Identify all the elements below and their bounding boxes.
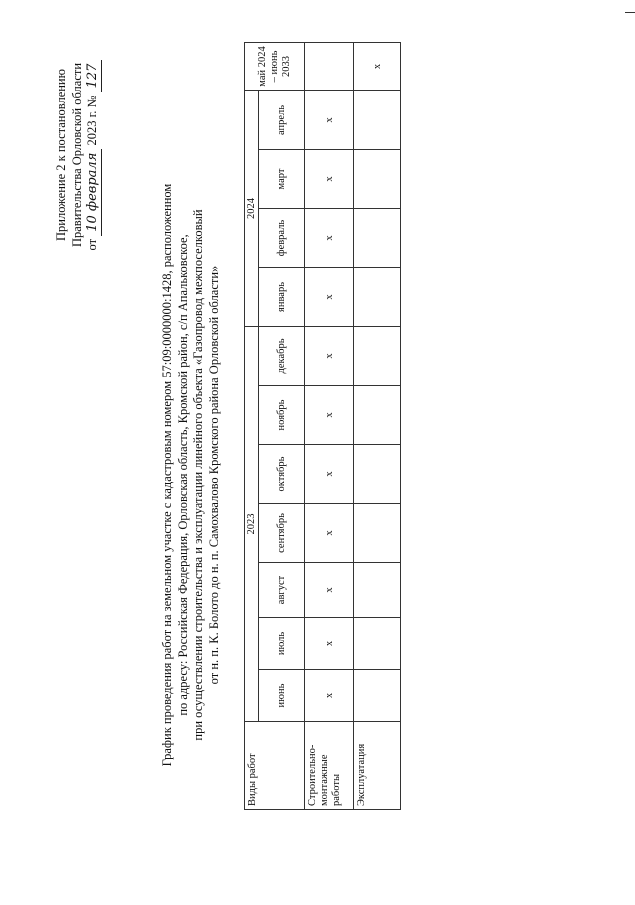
schedule-cell [354, 150, 401, 209]
schedule-cell [354, 563, 401, 618]
month-header: декабрь [259, 327, 305, 386]
schedule-cell [354, 618, 401, 670]
schedule-cell: x [305, 445, 354, 504]
schedule-cell: x [354, 43, 401, 91]
header-line-2: Правительства Орловской области [69, 62, 84, 248]
title-line-2: по адресу: Российская Федерация, Орловская область, Кромской район, с/п Апальковское, [175, 234, 190, 716]
month-header: апрель [259, 91, 305, 150]
appendix-header [54, 45, 102, 265]
year-2024-header: 2024 [245, 91, 259, 327]
title-line-3: при осуществлении строительства и эксплуатации линейного объекта «Газопровод межпоселковый [191, 209, 205, 741]
schedule-cell: x [305, 209, 354, 268]
last-period-header: май 2024 – июнь 2033 [245, 43, 305, 91]
schedule-cell [354, 504, 401, 563]
schedule-cell: x [305, 504, 354, 563]
title-line-1: График проведения работ на земельном участке с кадастровым номером 57:09:0000000:1428, расположенном [160, 183, 174, 767]
schedule-cell: x [305, 327, 354, 386]
schedule-cell: x [305, 386, 354, 445]
schedule-cell: x [305, 563, 354, 618]
month-header: ноябрь [259, 386, 305, 445]
schedule-cell [354, 91, 401, 150]
header-line-1: Приложение 2 к постановлению [54, 69, 68, 241]
month-header: февраль [259, 209, 305, 268]
schedule-cell: x [305, 618, 354, 670]
schedule-cell [354, 209, 401, 268]
handwritten-number: 127 [85, 60, 102, 93]
month-header: июнь [259, 670, 305, 722]
schedule-cell: x [305, 150, 354, 209]
row-label: Строительно-монтажные работы [305, 722, 354, 810]
month-header: август [259, 563, 305, 618]
schedule-cell [354, 445, 401, 504]
header-line-3 [85, 45, 102, 265]
header-prefix: от [85, 238, 99, 251]
month-header: январь [259, 268, 305, 327]
schedule-cell [354, 268, 401, 327]
schedule-cell: x [305, 91, 354, 150]
handwritten-date: 10 февраля [85, 149, 102, 236]
row-label: Эксплуатация [354, 722, 401, 810]
document-title [160, 125, 222, 825]
schedule-cell [354, 386, 401, 445]
col-header-work-types: Виды работ [245, 722, 305, 810]
header-year: 2023 г. № [85, 95, 99, 146]
month-header: март [259, 150, 305, 209]
schedule-cell: x [305, 670, 354, 722]
month-header: октябрь [259, 445, 305, 504]
schedule-cell [305, 43, 354, 91]
table-row [305, 43, 354, 810]
schedule-cell [354, 327, 401, 386]
schedule-cell: x [305, 268, 354, 327]
table-row [354, 43, 401, 810]
month-header: июль [259, 618, 305, 670]
year-2023-header: 2023 [245, 327, 259, 722]
schedule-cell [354, 670, 401, 722]
schedule-table [244, 42, 401, 810]
month-header: сентябрь [259, 504, 305, 563]
title-line-4: от н. п. К. Болото до н. п. Самохвалово Кромского района Орловской области» [206, 265, 221, 685]
